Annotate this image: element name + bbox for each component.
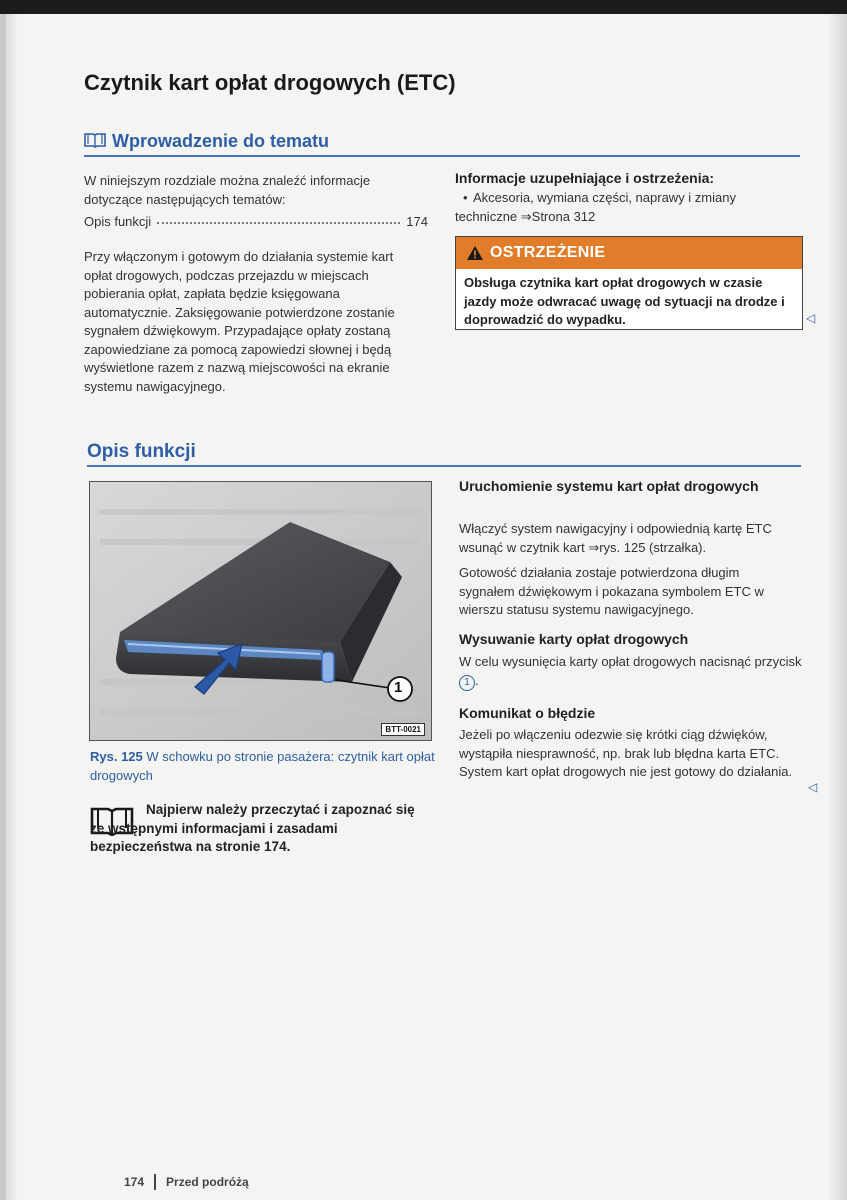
error-text: Jeżeli po włączeniu odezwie się krótki ciąg dźwięków, wystąpiła niesprawność, np. brak lub błędna karta ETC. System kart opłat drogowych nie jest gotowy do działania. bbox=[459, 727, 793, 779]
figure-card-reader bbox=[89, 481, 432, 741]
toc-leader-dots bbox=[157, 214, 400, 224]
read-first-note-text: Najpierw należy przeczytać i zapoznać się ze wstępnymi informacjami i zasadami bezpieczeństwa na stronie 174. bbox=[90, 802, 415, 854]
section-end-icon: ◁ bbox=[806, 311, 816, 325]
bullet-dot: • bbox=[463, 190, 468, 205]
figure-code: BTT-0021 bbox=[381, 723, 425, 736]
page-top-edge bbox=[0, 0, 847, 14]
page-number: 174 bbox=[124, 1175, 145, 1189]
read-first-note bbox=[90, 801, 430, 857]
warning-box bbox=[455, 236, 803, 330]
warning-label: OSTRZEŻENIE bbox=[490, 244, 606, 261]
info-bullet-text: Akcesoria, wymiana części, naprawy i zmiany techniczne ⇒Strona 312 bbox=[455, 190, 736, 224]
toc-entry[interactable] bbox=[84, 214, 428, 229]
callout-number: 1 bbox=[394, 679, 403, 696]
intro-heading bbox=[84, 131, 329, 152]
func-heading: Opis funkcji bbox=[87, 441, 196, 462]
eject-text bbox=[459, 653, 804, 691]
startup-text-1: Włączyć system nawigacyjny i odpowiednią kartę ETC wsunąć w czytnik kart ⇒rys. 125 (strzałka). bbox=[459, 521, 772, 555]
chapter-name: Przed podróżą bbox=[166, 1175, 249, 1189]
intro-heading-text: Wprowadzenie do tematu bbox=[112, 131, 330, 151]
page-left-shadow bbox=[6, 14, 18, 1200]
page-right-shadow bbox=[827, 14, 847, 1200]
warning-text: Obsługa czytnika kart opłat drogowych w czasie jazdy może odwracać uwagę od sytuacji na drodze i doprowadzić do wypadku. bbox=[464, 275, 785, 327]
caption-number: Rys. 125 bbox=[90, 749, 143, 764]
eject-text-period: . bbox=[475, 672, 479, 688]
page-title: Czytnik kart opłat drogowych (ETC) bbox=[84, 70, 456, 95]
func-rule bbox=[87, 465, 801, 467]
toc-entry-page: 174 bbox=[406, 214, 428, 229]
intro-text-2: Przy włączonym i gotowym do działania systemie kart opłat drogowych, podczas przejazdu w miejscach pobierania opłat, zapłata będzie księgowana automatycznie. Zaksięgowanie potwierdzone zostanie sygnałem dźwiękowym. Przypadające opłaty zostaną zapowiedziane za pomocą zapowiedzi słownej i będą wyświetlone razem z nazwą miejscowości na ekranie systemu nawigacyjnego. bbox=[84, 249, 395, 394]
card-reader-illustration bbox=[90, 482, 431, 740]
intro-rule bbox=[84, 155, 800, 157]
footer-divider bbox=[154, 1174, 156, 1190]
error-heading: Komunikat o błędzie bbox=[459, 705, 596, 721]
startup-text-2: Gotowość działania zostaje potwierdzona długim sygnałem dźwiękowym i pokazana symbolem ETC w wierszu statusu systemu nawigacyjnego. bbox=[459, 565, 764, 617]
warning-triangle-icon bbox=[466, 245, 484, 261]
warning-header bbox=[456, 237, 802, 269]
eject-button-ref: 1 bbox=[459, 675, 475, 691]
info-heading: Informacje uzupełniające i ostrzeżenia: bbox=[455, 170, 715, 186]
caption-text: W schowku po stronie pasażera: czytnik kart opłat drogowych bbox=[90, 749, 435, 783]
eject-text-body: W celu wysunięcia karty opłat drogowych nacisnąć przycisk bbox=[459, 654, 802, 669]
figure-caption bbox=[90, 748, 435, 785]
toc-entry-label: Opis funkcji bbox=[84, 214, 152, 229]
intro-text-1: W niniejszym rozdziale można znaleźć informacje dotyczące następujących tematów: bbox=[84, 173, 371, 207]
page-footer bbox=[124, 1174, 249, 1190]
section-end-icon-2: ◁ bbox=[808, 780, 818, 794]
startup-heading: Uruchomienie systemu kart opłat drogowych bbox=[459, 478, 759, 494]
info-bullet bbox=[455, 189, 801, 226]
book-icon bbox=[84, 132, 106, 148]
eject-heading: Wysuwanie karty opłat drogowych bbox=[459, 631, 689, 647]
